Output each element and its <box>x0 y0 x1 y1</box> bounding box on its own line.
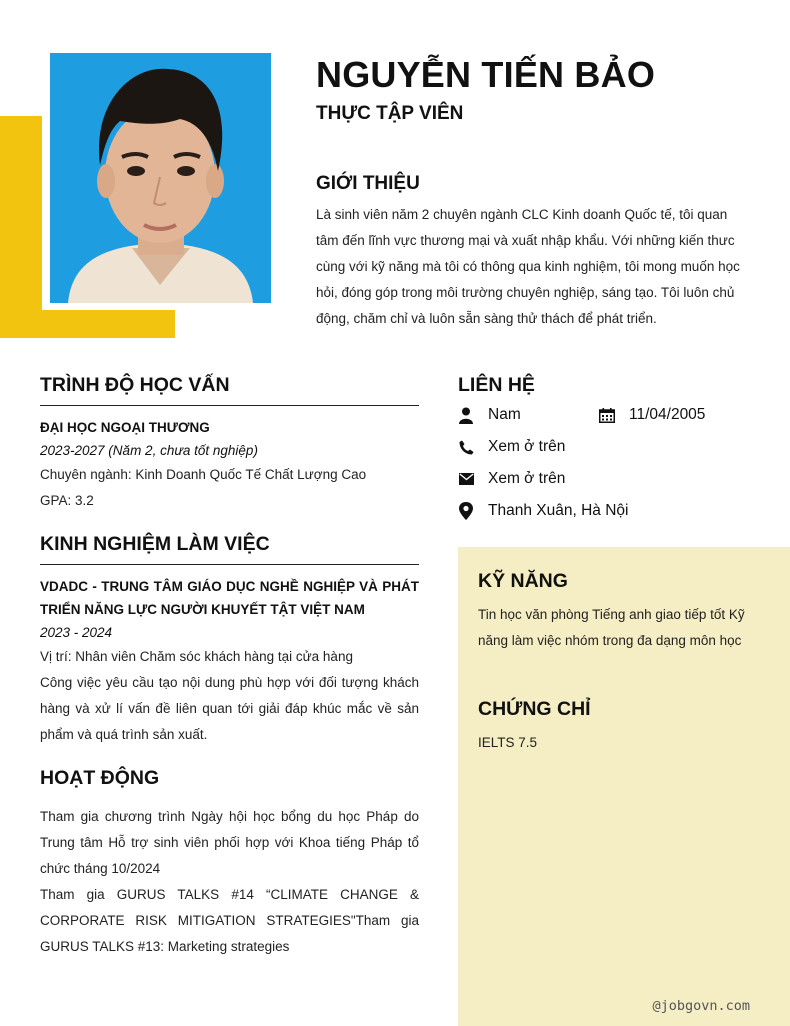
experience-heading: KINH NGHIỆM LÀM VIỆC <box>40 533 419 565</box>
address-text: Thanh Xuân, Hà Nội <box>488 502 629 519</box>
location-pin-icon <box>458 502 474 520</box>
experience-section <box>40 533 419 748</box>
contact-gender <box>458 406 521 424</box>
accent-bar <box>0 310 175 338</box>
certificates-heading: CHỨNG CHỈ <box>478 698 591 720</box>
person-icon <box>458 406 474 424</box>
education-gpa: GPA: 3.2 <box>40 493 94 508</box>
birthday-text: 11/04/2005 <box>629 406 706 423</box>
intro-text: Là sinh viên năm 2 chuyên ngành CLC Kinh doanh Quốc tế, tôi quan tâm đến lĩnh vực thương mại và xuất nhập khẩu. Với những kiến thưc cùng với kỹ năng mà tôi có thông qua kinh nghiệm, tôi mong muốn học hỏi, đóng góp trong môi trường chuyên nghiệp, sáng tạo. Tôi luôn chủ động, chăm chỉ và luôn sẵn sàng thử thách để phát triển. <box>316 207 740 326</box>
contact-birthday <box>599 406 705 424</box>
experience-org: VDADC - TRUNG TÂM GIÁO DỤC NGHỀ NGHIỆP VÀ PHÁT TRIỂN NĂNG LỰC NGƯỜI KHUYẾT TẬT VIỆT NAM <box>40 579 419 617</box>
portrait-illustration <box>50 53 271 303</box>
education-period: 2023-2027 (Năm 2, chưa tốt nghiệp) <box>40 443 258 458</box>
experience-description: Công việc yêu cầu tạo nội dung phù hợp với đối tượng khách hàng và xử lí vấn đề liên quan tới giải đáp khúc mắc về sản phẩm và quá trình sản xuất. <box>40 675 419 742</box>
candidate-name: NGUYỄN TIẾN BẢO <box>316 54 656 95</box>
phone-icon <box>458 438 474 456</box>
education-section <box>40 374 419 514</box>
intro-heading: GIỚI THIỆU <box>316 173 420 194</box>
phone-text: Xem ở trên <box>488 438 566 455</box>
watermark: @jobgovn.com <box>652 998 750 1014</box>
skills-text: Tin học văn phòng Tiếng anh giao tiếp tốt Kỹ năng làm việc nhóm trong đa dạng môn học <box>478 607 745 648</box>
activities-section <box>40 767 419 960</box>
education-major: Chuyên ngành: Kinh Doanh Quốc Tế Chất Lượng Cao <box>40 467 367 482</box>
contact-phone <box>458 438 565 456</box>
gender-text: Nam <box>488 406 521 423</box>
accent-block <box>0 116 42 338</box>
profile-photo <box>50 53 271 303</box>
calendar-icon <box>599 406 615 424</box>
skills-panel <box>458 547 790 1026</box>
experience-position: Vị trí: Nhân viên Chăm sóc khách hàng tại cửa hàng <box>40 649 353 664</box>
contact-email <box>458 470 565 488</box>
contact-heading: LIÊN HỆ <box>458 374 535 396</box>
activity-item: Tham gia GURUS TALKS #14 “CLIMATE CHANGE & CORPORATE RISK MITIGATION STRATEGIES"Tham gia GURUS TALKS #13: Marketing strategies <box>40 887 419 954</box>
skills-heading: KỸ NĂNG <box>478 570 568 592</box>
job-title: THỰC TẬP VIÊN <box>316 103 464 124</box>
activity-item: Tham gia chương trình Ngày hội học bổng du học Pháp do Trung tâm Hỗ trợ sinh viên phối hợp với Khoa tiếng Pháp tổ chức tháng 10/2024 <box>40 809 419 876</box>
experience-period: 2023 - 2024 <box>40 625 113 640</box>
activities-heading: HOẠT ĐỘNG <box>40 767 160 789</box>
certificates-text: IELTS 7.5 <box>478 735 538 750</box>
contact-address <box>458 502 628 520</box>
school-name: ĐẠI HỌC NGOẠI THƯƠNG <box>40 420 210 435</box>
email-text: Xem ở trên <box>488 470 566 487</box>
mail-icon <box>458 470 474 488</box>
education-heading: TRÌNH ĐỘ HỌC VẤN <box>40 374 419 406</box>
